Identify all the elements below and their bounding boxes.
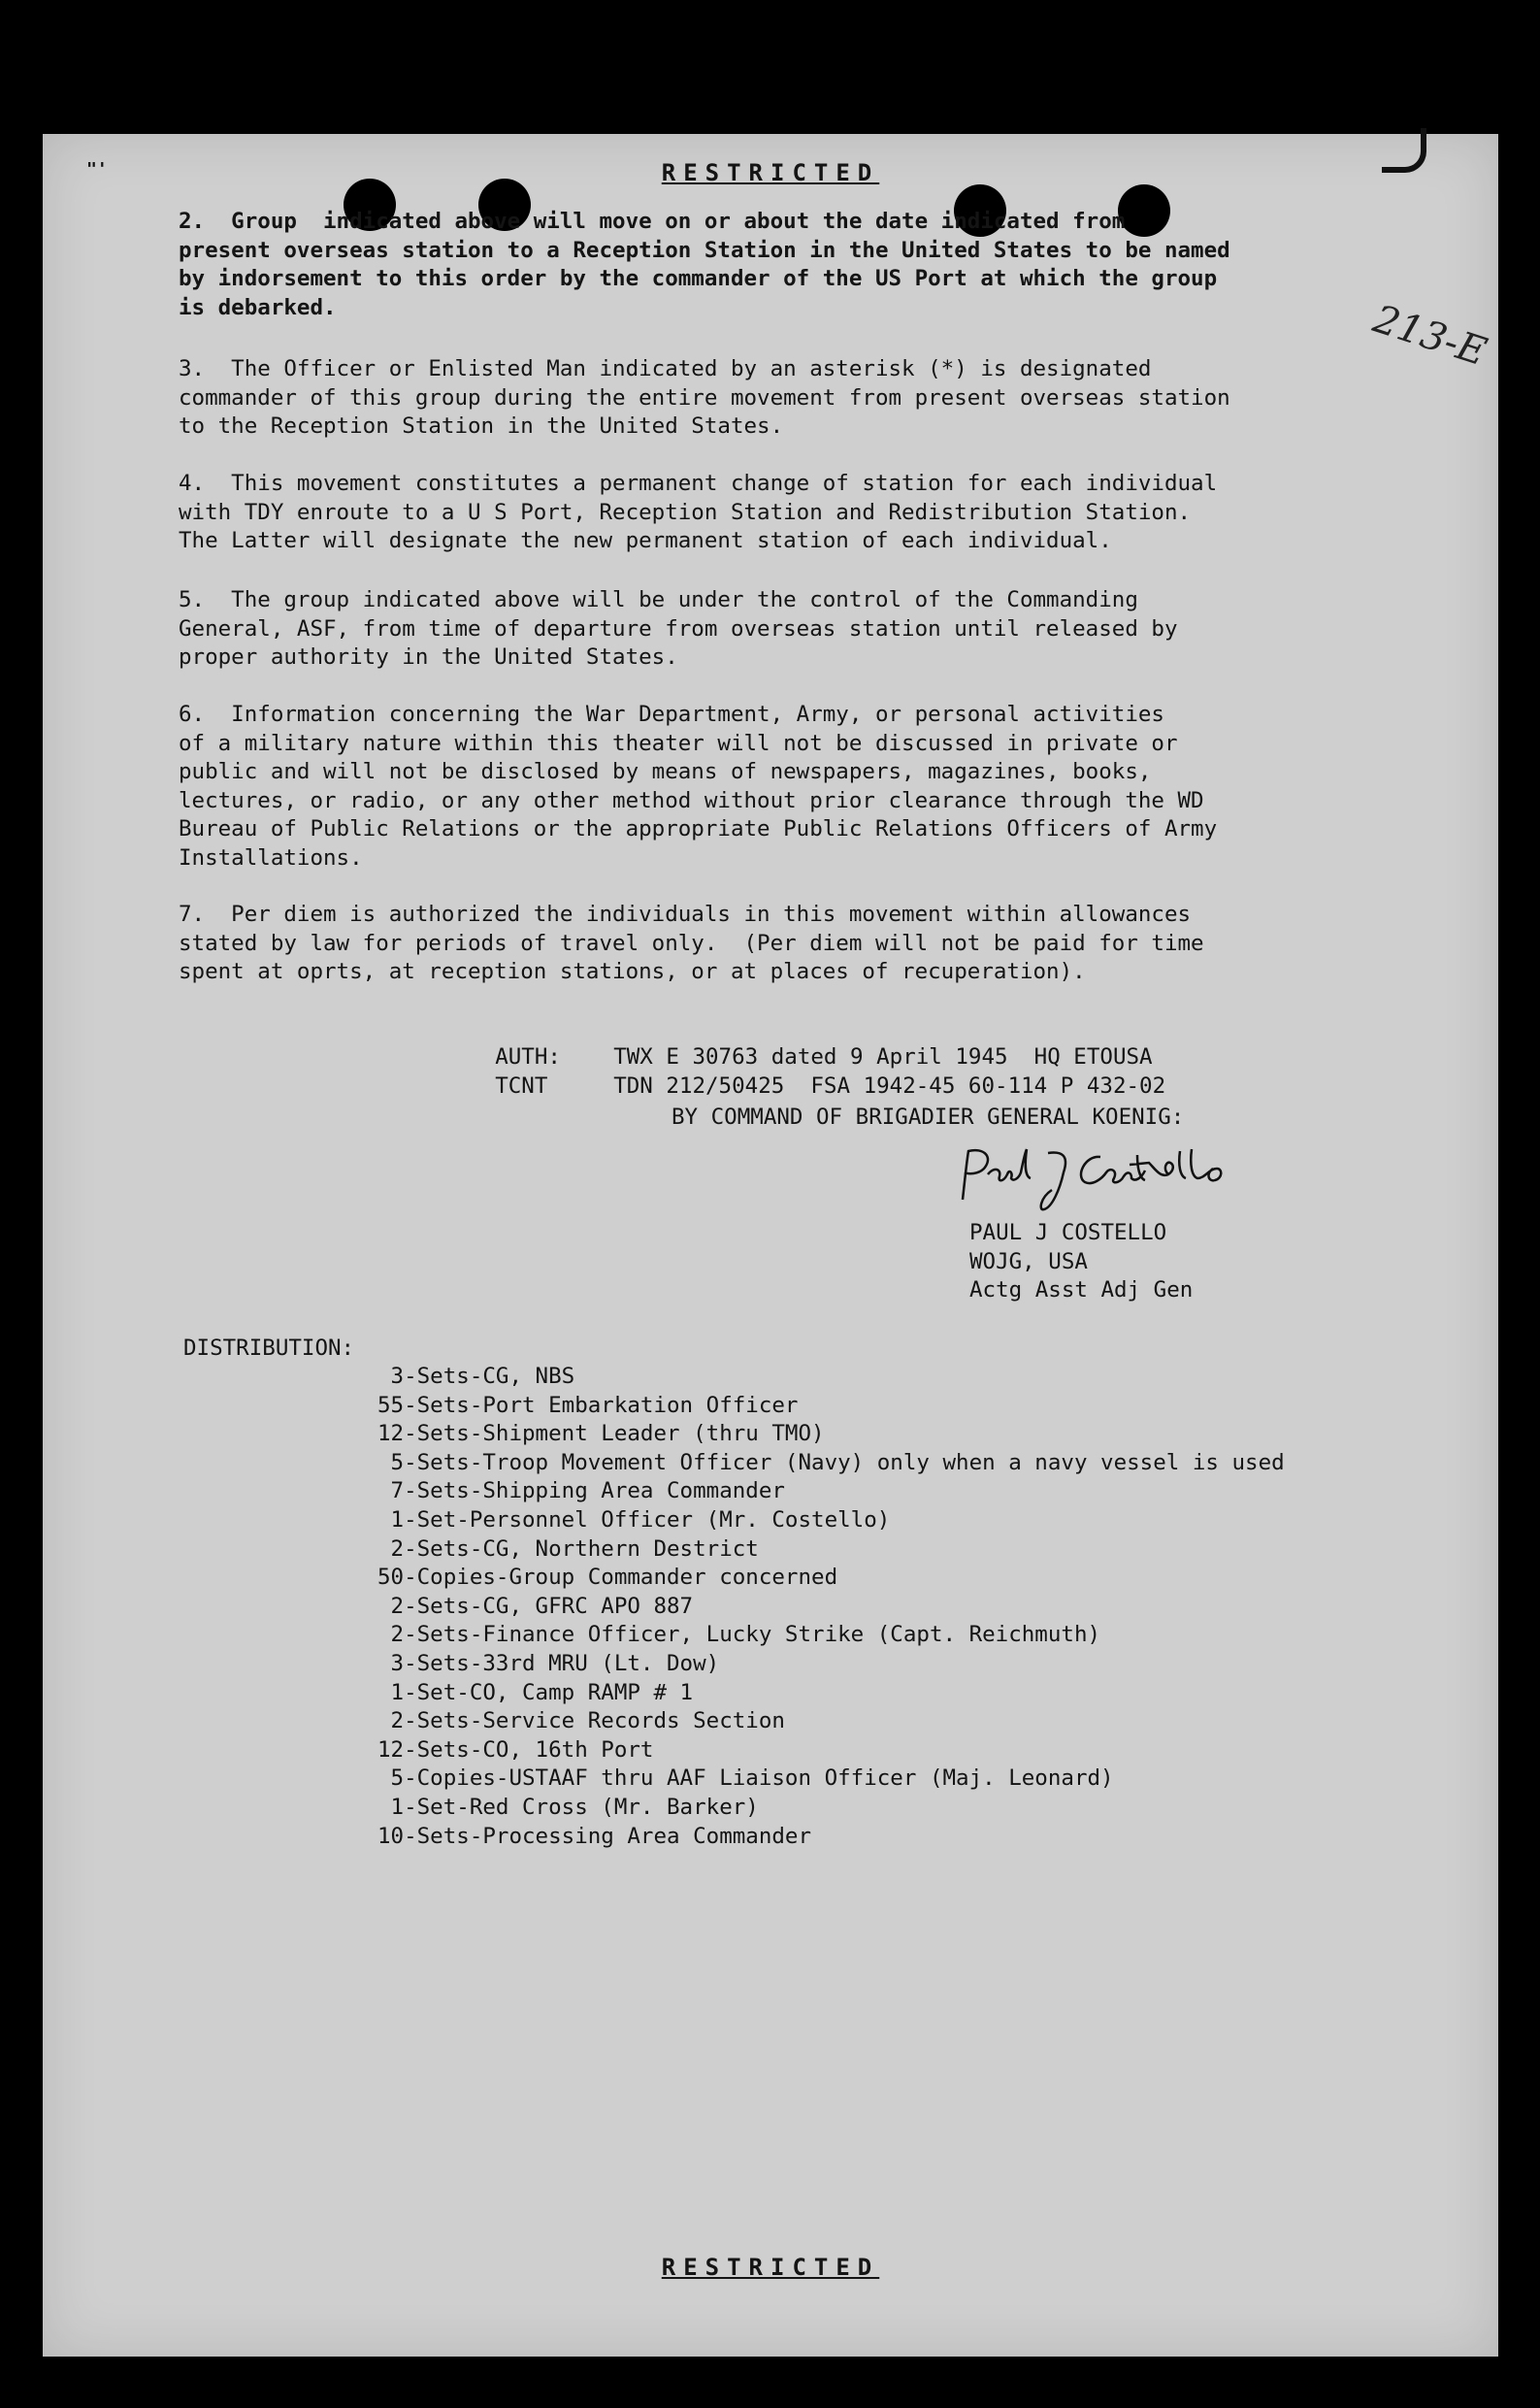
list-item: 12-Sets-Shipment Leader (thru TMO): [377, 1421, 825, 1447]
list-item: 1-Set-Red Cross (Mr. Barker): [377, 1794, 759, 1820]
signature-block: PAUL J COSTELLO WOJG, USA Actg Asst Adj Gen: [969, 1220, 1194, 1303]
handwritten-number: 213-E: [1367, 296, 1492, 376]
list-item: 1-Set-Personnel Officer (Mr. Costello): [377, 1506, 891, 1533]
list-item: 1-Set-CO, Camp RAMP # 1: [377, 1679, 694, 1705]
paragraph-2: 2. Group indicated above will move on or about the date indicated from present overseas station to a Reception Station in the United States to be named by indorsement to this order by the commander of the US Port at which the group is debarked.: [179, 209, 1230, 320]
distribution-list: [377, 1363, 1285, 1851]
list-item: 50-Copies-Group Commander concerned: [377, 1565, 838, 1591]
footer-restricted: RESTRICTED: [661, 2254, 880, 2281]
list-item: 10-Sets-Processing Area Commander: [377, 1823, 812, 1849]
paragraph-5: 5. The group indicated above will be under the control of the Commanding General, ASF, from time of departure from overseas station until released by proper authority in the United States.: [179, 587, 1178, 670]
paragraph-4: 4. This movement constitutes a permanent change of station for each individual with TDY enroute to a U S Port, Reception Station and Redistribution Station. The Latter will designate the new permanent station of each individual.: [179, 471, 1218, 553]
list-item: 5-Sets-Troop Movement Officer (Navy) only when a navy vessel is used: [377, 1449, 1285, 1475]
corner-mark: "': [86, 159, 108, 180]
list-item: 3-Sets-33rd MRU (Lt. Dow): [377, 1650, 720, 1676]
list-item: 5-Copies-USTAAF thru AAF Liaison Officer (Maj. Leonard): [377, 1765, 1114, 1792]
list-item: 55-Sets-Port Embarkation Officer: [377, 1392, 799, 1418]
signature-image: [955, 1143, 1275, 1213]
list-item: 2-Sets-Finance Officer, Lucky Strike (Capt. Reichmuth): [377, 1622, 1101, 1648]
paragraph-6: 6. Information concerning the War Department, Army, or personal activities of a military nature within this theater will not be discussed in private or public and will not be disclosed by means of newspapers, magazines, books, lectures, or radio, or any other method without prior clearance through the WD Bureau of Public Relations or the appropriate Public Relations Officers of Army Installations.: [179, 702, 1218, 871]
auth-value: TWX E 30763 dated 9 April 1945 HQ ETOUSA: [613, 1044, 1153, 1070]
tcnt-value: TDN 212/50425 FSA 1942-45 60-114 P 432-02: [613, 1073, 1166, 1099]
list-item: 2-Sets-CG, GFRC APO 887: [377, 1593, 694, 1619]
paragraph-7: 7. Per diem is authorized the individuals in this movement within allowances stated by law for periods of travel only. (Per diem will not be paid for time spent at oprts, at reception stations, or at places of recuperation).: [179, 902, 1204, 984]
list-item: 3-Sets-CG, NBS: [377, 1364, 575, 1389]
auth-label: AUTH:: [495, 1044, 561, 1070]
distribution-heading: DISTRIBUTION:: [183, 1336, 355, 1361]
list-item: 2-Sets-CG, Northern Destrict: [377, 1535, 759, 1562]
header-restricted: RESTRICTED: [661, 159, 880, 186]
list-item: 2-Sets-Service Records Section: [377, 1708, 785, 1734]
list-item: 12-Sets-CO, 16th Port: [377, 1736, 654, 1763]
tcnt-label: TCNT: [495, 1073, 548, 1099]
by-command-line: BY COMMAND OF BRIGADIER GENERAL KOENIG:: [672, 1105, 1185, 1130]
paragraph-3: 3. The Officer or Enlisted Man indicated by an asterisk (*) is designated commander of this group during the entire movement from present overseas station to the Reception Station in the United States.: [179, 356, 1230, 439]
list-item: 7-Sets-Shipping Area Commander: [377, 1478, 785, 1504]
document-page: [43, 134, 1498, 2357]
